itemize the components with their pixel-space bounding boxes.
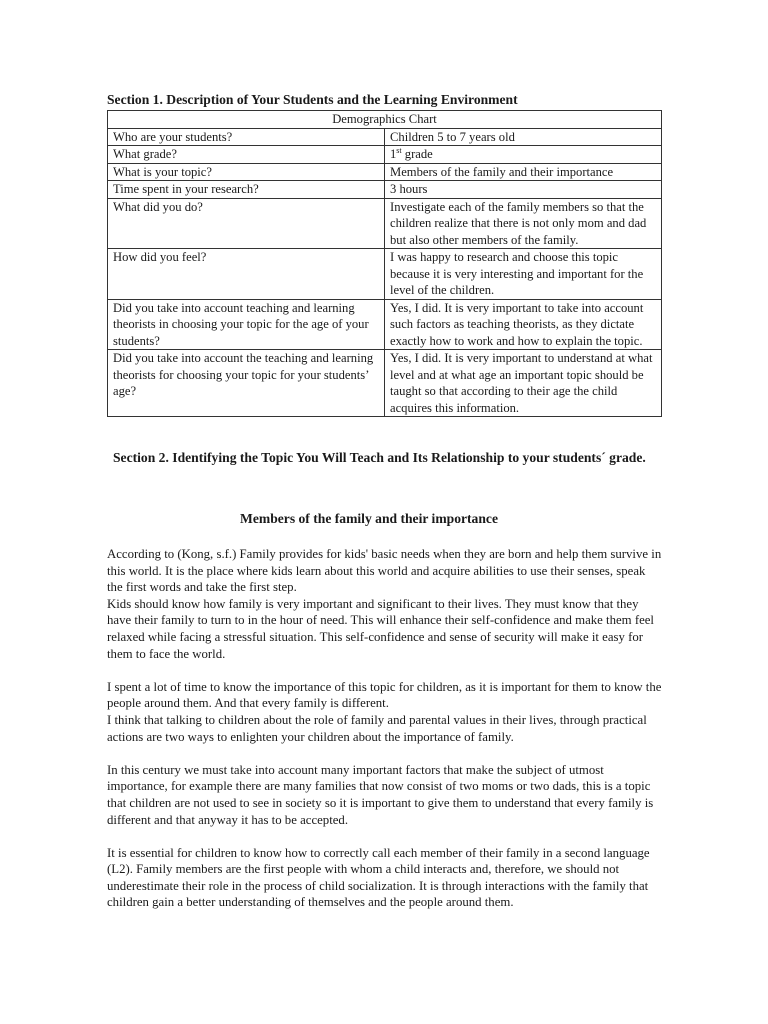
table-row bbox=[108, 198, 662, 249]
answer-cell: 3 hours bbox=[385, 181, 662, 199]
question-cell: What did you do? bbox=[108, 198, 385, 249]
grade-number: 1 bbox=[390, 147, 397, 161]
paragraph: Kids should know how family is very important and significant to their lives. They must know that they have their family to turn to in the hour of need. This will enhance their self-confidence and make them feel relaxed while facing a stressful situation. This self-confidence and sense of security will make it easy for them to face the world. bbox=[107, 596, 654, 661]
paragraph: I spent a lot of time to know the importance of this topic for children, as it is important for them to know the people around them. And that every family is different. bbox=[107, 679, 662, 711]
table-header-row bbox=[108, 111, 662, 129]
grade-ordinal-suffix: st bbox=[396, 145, 402, 155]
answer-cell: Members of the family and their importance bbox=[385, 163, 662, 181]
question-cell: Did you take into account the teaching and learning theorists for choosing your topic for your students’ age? bbox=[108, 350, 385, 417]
question-cell: What is your topic? bbox=[108, 163, 385, 181]
section2-heading: Section 2. Identifying the Topic You Will Teach and Its Relationship to your students´ grade. bbox=[113, 450, 646, 465]
table-header: Demographics Chart bbox=[108, 111, 662, 129]
paragraph: According to (Kong, s.f.) Family provides for kids' basic needs when they are born and help them survive in this world. It is the place where kids learn about this world and acquire abilities to use their senses, speak the first words and take the first step. bbox=[107, 547, 662, 595]
answer-cell: Children 5 to 7 years old bbox=[385, 128, 662, 146]
topic-heading: Members of the family and their importance bbox=[240, 511, 498, 526]
question-cell: Who are your students? bbox=[108, 128, 385, 146]
paragraph: It is essential for children to know how to correctly call each member of their family in a second language (L2). Family members are the first people with whom a child interacts and, therefore, we should not underestimate their role in the process of child socialization. It is through interactions with the family that children gain a better understanding of themselves and the people around them. bbox=[107, 845, 650, 910]
answer-cell bbox=[385, 146, 662, 164]
question-cell: Did you take into account teaching and learning theorists in choosing your topic for the age of your students? bbox=[108, 299, 385, 350]
answer-cell: I was happy to research and choose this topic because it is very interesting and important for the level of the children. bbox=[385, 249, 662, 300]
section1-heading: Section 1. Description of Your Students and the Learning Environment bbox=[107, 92, 518, 107]
paragraph: I think that talking to children about the role of family and parental values in their lives, through practical actions are two ways to enlighten your children about the importance of family. bbox=[107, 712, 647, 744]
answer-cell: Yes, I did. It is very important to take into account such factors as teaching theorists, as they dictate exactly how to work and how to explain the topic. bbox=[385, 299, 662, 350]
answer-cell: Investigate each of the family members so that the children realize that there is not only mom and dad but also other members of the family. bbox=[385, 198, 662, 249]
table-row bbox=[108, 146, 662, 164]
paragraph: In this century we must take into account many important factors that make the subject of utmost importance, for example there are many families that now consist of two moms or two dads, this is a topic that children are not used to see in society so it is important to give them to understand that every family is different and that anyway it has to be accepted. bbox=[107, 762, 654, 827]
question-cell: Time spent in your research? bbox=[108, 181, 385, 199]
body-text bbox=[107, 546, 663, 911]
table-row bbox=[108, 350, 662, 417]
answer-cell: Yes, I did. It is very important to understand at what level and at what age an important topic should be taught so that according to their age the child acquires this information. bbox=[385, 350, 662, 417]
question-cell: How did you feel? bbox=[108, 249, 385, 300]
table-row bbox=[108, 181, 662, 199]
table-row bbox=[108, 163, 662, 181]
question-cell: What grade? bbox=[108, 146, 385, 164]
table-row bbox=[108, 128, 662, 146]
demographics-table bbox=[107, 110, 662, 417]
table-row bbox=[108, 299, 662, 350]
grade-word: grade bbox=[401, 147, 433, 161]
table-row bbox=[108, 249, 662, 300]
